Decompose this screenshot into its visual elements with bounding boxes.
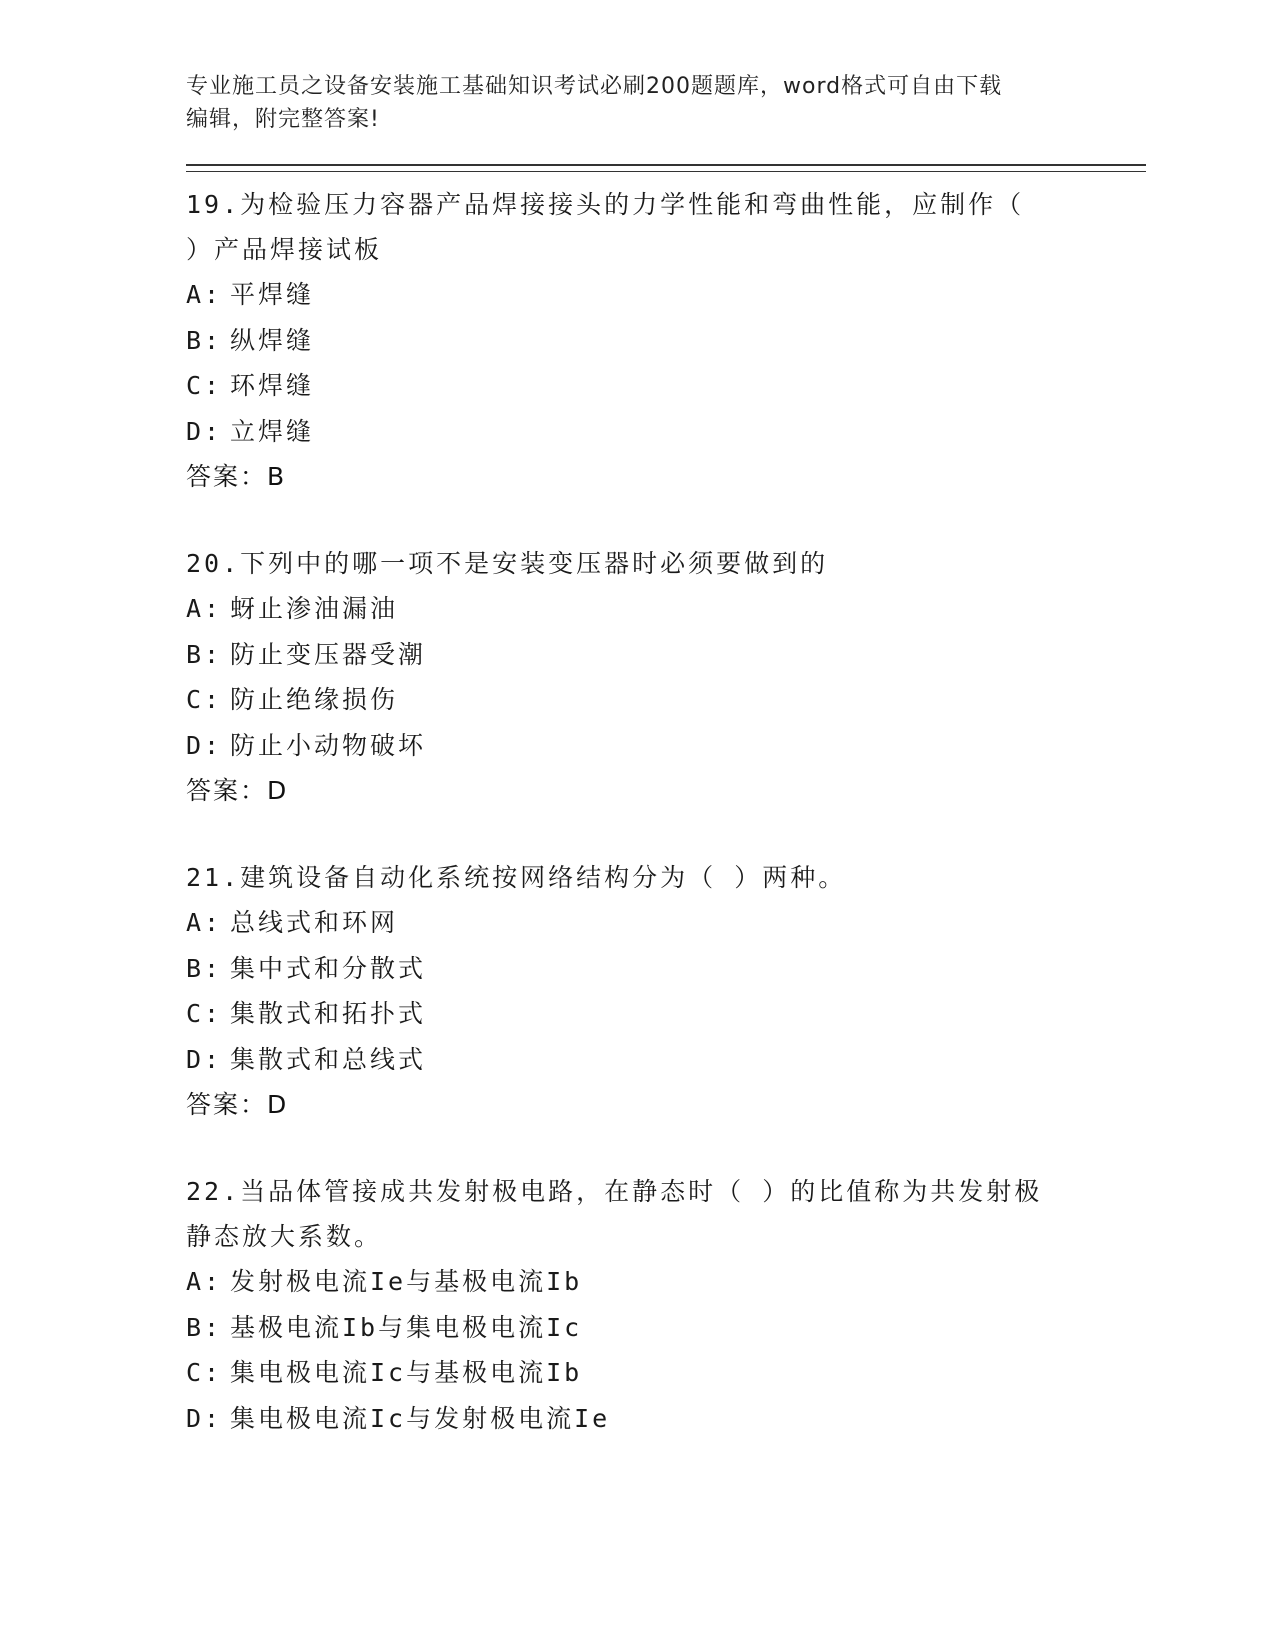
option-key: D:: [186, 416, 223, 446]
option-key: B:: [186, 325, 223, 355]
option-a: [186, 1259, 1146, 1305]
option-text: 集中式和分散式: [230, 953, 427, 983]
option-key: B:: [186, 1312, 223, 1342]
option-a: [186, 586, 1146, 632]
option-text: 立焊缝: [230, 416, 315, 446]
option-text: 防止变压器受潮: [230, 639, 427, 669]
option-text: 平焊缝: [230, 280, 315, 309]
option-text: 环焊缝: [230, 371, 315, 400]
option-d: [186, 723, 1146, 769]
option-key: C:: [186, 1358, 223, 1387]
option-c: [186, 363, 1146, 409]
option-text: 集电极电流Ic与发射极电流Ie: [230, 1403, 611, 1433]
question-20: [186, 541, 1146, 813]
option-key: B:: [186, 639, 223, 669]
document-page: [186, 70, 1146, 1441]
option-key: A:: [186, 1267, 223, 1296]
option-key: D:: [186, 1044, 223, 1074]
option-key: D:: [186, 730, 223, 760]
question-21: [186, 855, 1146, 1127]
question-text: 22.当品体管接成共发射极电路，在静态时（ ）的比值称为共发射极静态放大系数。: [186, 1177, 1043, 1251]
option-d: [186, 1396, 1146, 1442]
header-line-2: 编辑，附完整答案!: [186, 107, 380, 132]
answer-line: 答案：D: [186, 1090, 289, 1119]
answer-line: 答案：B: [186, 462, 287, 491]
option-key: C:: [186, 371, 223, 400]
question-19: [186, 182, 1146, 499]
question-text: 21.建筑设备自动化系统按网络结构分为（ ）两种。: [186, 863, 847, 892]
option-text: 蚜止渗油漏油: [230, 594, 399, 623]
option-key: C:: [186, 999, 223, 1028]
option-key: C:: [186, 685, 223, 714]
question-text: 20.下列中的哪一项不是安装变压器时必须要做到的: [186, 549, 829, 578]
option-d: [186, 1037, 1146, 1083]
option-d: [186, 409, 1146, 455]
option-a: [186, 900, 1146, 946]
option-text: 基极电流Ib与集电极电流Ic: [230, 1312, 583, 1342]
option-b: [186, 632, 1146, 678]
option-a: [186, 272, 1146, 318]
option-text: 防止绝缘损伤: [230, 685, 399, 714]
option-text: 纵焊缝: [230, 325, 315, 355]
question-text: 19.为检验压力容器产品焊接接头的力学性能和弯曲性能，应制作（ ）产品焊接试板: [186, 190, 1025, 264]
option-text: 集散式和总线式: [230, 1044, 427, 1074]
option-text: 发射极电流Ie与基极电流Ib: [230, 1267, 583, 1296]
option-b: [186, 318, 1146, 364]
option-b: [186, 946, 1146, 992]
header-divider: [186, 164, 1146, 172]
option-text: 总线式和环网: [230, 908, 399, 937]
option-c: [186, 1350, 1146, 1396]
option-key: A:: [186, 908, 223, 937]
option-text: 防止小动物破坏: [230, 730, 427, 760]
header-line-1: 专业施工员之设备安装施工基础知识考试必刷200题题库，word格式可自由下载: [186, 74, 1003, 99]
option-c: [186, 677, 1146, 723]
document-header: [186, 70, 1066, 136]
option-key: A:: [186, 280, 223, 309]
option-b: [186, 1305, 1146, 1351]
option-text: 集电极电流Ic与基极电流Ib: [230, 1358, 583, 1387]
option-key: A:: [186, 594, 223, 623]
option-text: 集散式和拓扑式: [230, 999, 427, 1028]
option-c: [186, 991, 1146, 1037]
question-22: [186, 1169, 1146, 1441]
option-key: D:: [186, 1403, 223, 1433]
option-key: B:: [186, 953, 223, 983]
answer-line: 答案：D: [186, 776, 289, 805]
